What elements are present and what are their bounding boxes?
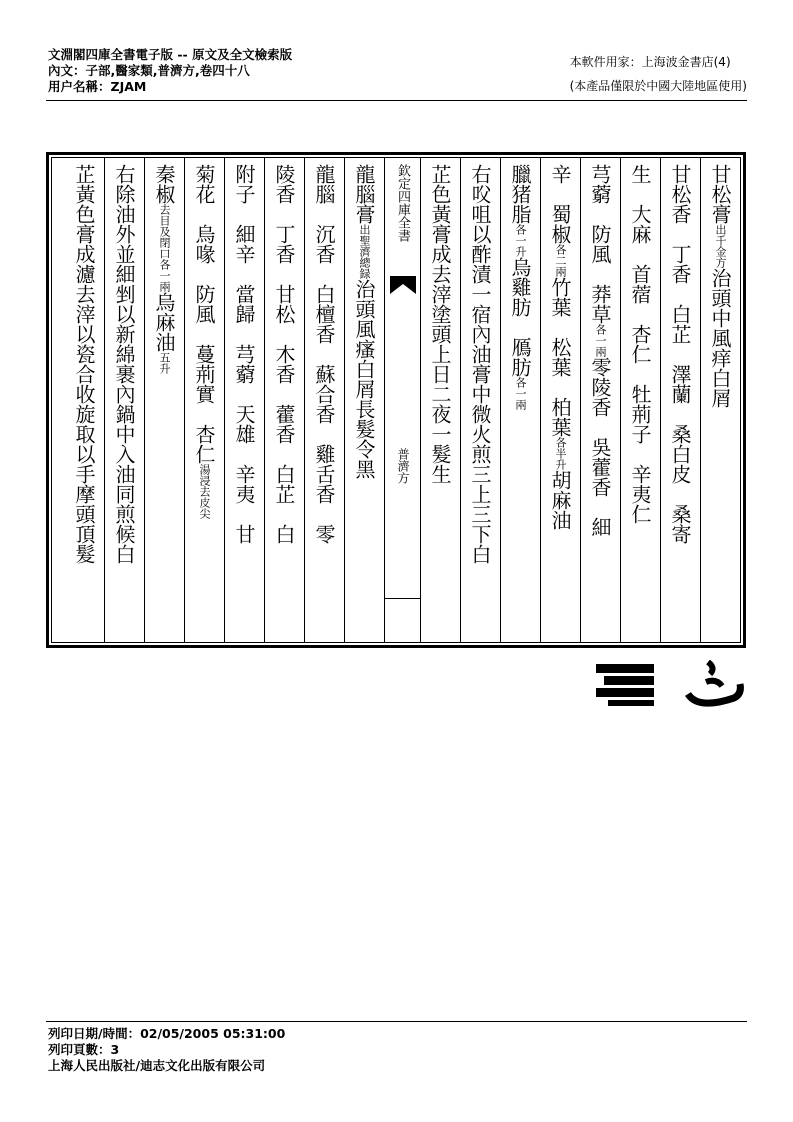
text-column [344, 158, 384, 642]
column-text: 陵香 丁香 甘松 木香 藿香 白芷 白 [272, 164, 296, 544]
header-section: 內文：子部,醫家類,普濟方,卷四十八 [48, 63, 250, 78]
annotation-note: 各一兩 [594, 324, 607, 357]
annotation-note: 五升 [158, 352, 171, 374]
publisher-seal-mark [596, 660, 746, 710]
header-left [48, 47, 292, 95]
column-text: 芷色黃膏成去滓塗頭上日二夜一髮生 [428, 164, 452, 484]
text-column [264, 158, 304, 642]
column-text: 菊花 烏喙 防風 蔓荊實 杏仁 [192, 164, 216, 464]
column-text: 烏雞肪 鴈肪 [508, 257, 532, 377]
print-datetime: 列印日期/時間：02/05/2005 05:31:00 [48, 1026, 286, 1041]
center-book-title: 欽定四庫全書 [395, 164, 410, 242]
text-column [620, 158, 660, 642]
publisher-line: 上海人民出版社/迪志文化出版有限公司 [48, 1058, 266, 1073]
annotation-note: 去目及閉口各一兩 [158, 204, 171, 292]
header-rule [46, 100, 747, 101]
text-column [144, 158, 184, 642]
annotation-note: 出千金方 [714, 224, 727, 268]
text-column [700, 158, 740, 642]
text-columns [51, 157, 741, 643]
text-column [420, 158, 460, 642]
center-fold-column [384, 158, 420, 642]
page-frame [46, 152, 746, 648]
text-column [500, 158, 540, 642]
center-chapter-title: 普濟方 [396, 448, 410, 484]
text-column [104, 158, 144, 642]
column-text: 右除油外並細剉以新綿裹內鍋中入油同煎候白 [112, 164, 136, 564]
header-licensee: 本軟件用家：上海波金書店(4) [569, 55, 731, 69]
footer-rule [46, 1021, 747, 1022]
annotation-note: 各半升 [554, 437, 567, 470]
column-text: 生 大麻 首蓿 杏仁 牡荊子 辛夷仁 [628, 164, 652, 524]
column-text: 芎藭 防風 莽草 [588, 164, 612, 324]
header-right [570, 50, 747, 98]
text-column [460, 158, 500, 642]
column-text: 龍腦膏 [352, 164, 376, 224]
column-text: 龍腦 沉香 白檀香 蘇合香 雞舌香 零 [312, 164, 336, 544]
column-text: 秦椒 [152, 164, 176, 204]
footer [48, 1026, 285, 1074]
annotation-note: 各一升 [514, 224, 527, 257]
text-column [224, 158, 264, 642]
column-text: 甘松香 丁香 白芷 澤蘭 桑白皮 桑寄 [668, 164, 692, 544]
center-rule [385, 598, 420, 599]
annotation-note: 出聖濟總録 [358, 224, 371, 279]
fish-tail-icon [390, 276, 416, 294]
print-page-count: 列印頁數：3 [48, 1042, 120, 1057]
column-text: 芷黃色膏成濾去滓以瓷合收旋取以手摩頭頂髮 [72, 164, 96, 564]
text-column [304, 158, 344, 642]
column-text: 零陵香 吳藿香 細 [588, 357, 612, 537]
text-column [184, 158, 224, 642]
text-column [660, 158, 700, 642]
text-column [580, 158, 620, 642]
header-username: 用户名稱：ZJAM [48, 79, 147, 94]
header-title: 文淵閣四庫全書電子版 -- 原文及全文檢索版 [48, 47, 293, 62]
column-text: 治頭風瘙白屑長髮令黑 [352, 279, 376, 479]
annotation-note: 各一兩 [514, 377, 527, 410]
column-text: 辛 蜀椒 [548, 164, 572, 244]
header-region-note: (本產品僅限於中國大陸地區使用) [569, 79, 747, 93]
column-text: 烏麻油 [152, 292, 176, 352]
column-text: 竹葉 松葉 柏葉 [548, 277, 572, 437]
column-text: 胡麻油 [548, 470, 572, 530]
column-text: 甘松膏 [708, 164, 732, 224]
column-text: 臘猪脂 [508, 164, 532, 224]
column-text: 治頭中風痒白屑 [708, 268, 732, 408]
column-text: 附子 細辛 當歸 芎藭 天雄 辛夷 甘 [232, 164, 256, 544]
column-text: 右㕮咀以酢漬一宿內油膏中微火煎三上三下白 [468, 164, 492, 564]
annotation-note: 湯浸去皮尖 [198, 464, 211, 519]
annotation-note: 各二兩 [554, 244, 567, 277]
text-column [540, 158, 580, 642]
text-column [64, 158, 104, 642]
